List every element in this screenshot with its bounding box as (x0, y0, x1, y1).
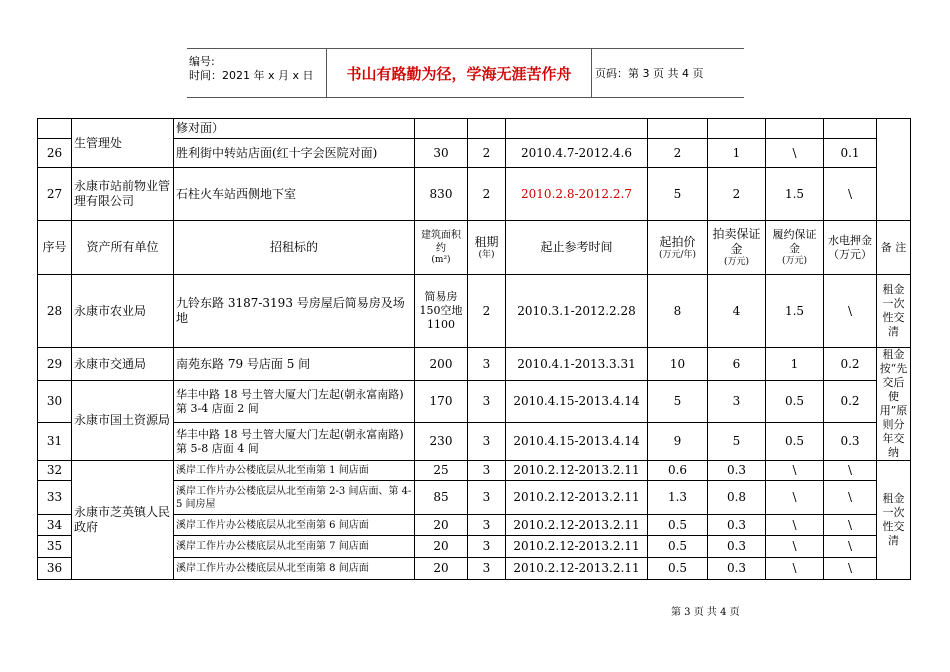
remark-cell: 租金一次性交清 (877, 275, 911, 348)
owner-cell: 永康市站前物业管理有限公司 (72, 168, 174, 221)
col-deposit-unit: (万元) (723, 257, 750, 267)
perf-cell: 1.5 (766, 275, 824, 348)
table-row (38, 275, 911, 348)
owner-cell: 永康市芝英镇人民政府 (72, 461, 174, 580)
seq-cell: 31 (38, 423, 72, 461)
seq-cell: 29 (38, 348, 72, 381)
target-cell: 溪岸工作片办公楼底层从北至南第 2-3 间店面、第 4-5 间房屋 (174, 481, 415, 515)
table-row (38, 381, 911, 423)
col-period-header: 起止参考时间 (506, 221, 648, 275)
start-price-cell: 9 (648, 423, 708, 461)
table-row (38, 461, 911, 481)
owner-cell: 永康市国土资源局 (72, 381, 174, 461)
perf-cell: 0.5 (766, 423, 824, 461)
deposit-cell: 2 (708, 168, 766, 221)
area-cell: 85 (415, 481, 468, 515)
period-cell: 2010.4.1-2013.3.31 (506, 348, 648, 381)
perf-cell: \ (766, 536, 824, 558)
term-cell: 3 (468, 558, 506, 580)
start-price-cell: 5 (648, 168, 708, 221)
owner-cell: 生管理处 (72, 119, 174, 168)
deposit-cell (708, 119, 766, 139)
col-deposit-header (708, 221, 766, 275)
area-cell: 830 (415, 168, 468, 221)
remark-cell (877, 119, 911, 221)
col-area-unit: (m²) (431, 255, 451, 265)
col-perf-label: 履约保证金 (772, 228, 817, 255)
target-cell: 华丰中路 18 号土管大厦大门左起(朝永富南路)第 5-8 店面 4 间 (174, 423, 415, 461)
period-cell: 2010.2.12-2013.2.11 (506, 558, 648, 580)
utility-cell: 0.3 (824, 423, 877, 461)
area-cell: 20 (415, 536, 468, 558)
col-area-label: 建筑面积约 (421, 230, 461, 254)
area-cell: 200 (415, 348, 468, 381)
utility-cell: \ (824, 168, 877, 221)
col-perf-unit: (万元) (781, 256, 808, 266)
period-cell: 2010.4.15-2013.4.14 (506, 423, 648, 461)
period-cell: 2010.2.12-2013.2.11 (506, 461, 648, 481)
period-cell: 2010.4.15-2013.4.14 (506, 381, 648, 423)
col-start-price-unit: (万元/年) (658, 249, 697, 260)
perf-cell: \ (766, 481, 824, 515)
header-page-label: 页码：第 3 页 共 4 页 (595, 67, 704, 80)
col-remark-header: 备 注 (877, 221, 911, 275)
doc-time-label: 时间：2021 年 x 月 x 日 (189, 69, 314, 82)
period-cell: 2010.4.7-2012.4.6 (506, 139, 648, 168)
target-cell: 溪岸工作片办公楼底层从北至南第 7 间店面 (174, 536, 415, 558)
seq-cell: 28 (38, 275, 72, 348)
perf-cell: \ (766, 558, 824, 580)
seq-cell: 26 (38, 139, 72, 168)
table-row (38, 119, 911, 139)
term-cell: 3 (468, 481, 506, 515)
col-start-price-label: 起拍价 (659, 234, 696, 249)
deposit-cell: 0.3 (708, 461, 766, 481)
utility-cell: \ (824, 461, 877, 481)
period-cell: 2010.3.1-2012.2.28 (506, 275, 648, 348)
table-row (38, 348, 911, 381)
rental-table (37, 118, 911, 580)
perf-cell: \ (766, 139, 824, 168)
term-cell: 3 (468, 536, 506, 558)
utility-cell: \ (824, 558, 877, 580)
seq-cell (38, 119, 72, 139)
term-cell: 3 (468, 423, 506, 461)
start-price-cell: 0.6 (648, 461, 708, 481)
table-row (38, 168, 911, 221)
start-price-cell: 2 (648, 139, 708, 168)
deposit-cell: 5 (708, 423, 766, 461)
period-cell (506, 119, 648, 139)
utility-cell: \ (824, 515, 877, 536)
deposit-cell: 0.3 (708, 515, 766, 536)
start-price-cell: 0.5 (648, 515, 708, 536)
deposit-cell: 1 (708, 139, 766, 168)
area-cell: 20 (415, 558, 468, 580)
perf-cell (766, 119, 824, 139)
area-cell: 25 (415, 461, 468, 481)
deposit-cell: 6 (708, 348, 766, 381)
seq-cell: 30 (38, 381, 72, 423)
header-motto: 书山有路勤为径，学海无涯苦作舟 (327, 49, 592, 97)
seq-cell: 36 (38, 558, 72, 580)
seq-cell: 32 (38, 461, 72, 481)
perf-cell: 1.5 (766, 168, 824, 221)
period-cell: 2010.2.12-2013.2.11 (506, 481, 648, 515)
doc-number-label: 编号: (189, 55, 215, 68)
col-perf-header (766, 221, 824, 275)
seq-cell: 35 (38, 536, 72, 558)
col-utility-header: 水电押金（万元） (824, 221, 877, 275)
area-cell: 170 (415, 381, 468, 423)
target-cell: 溪岸工作片办公楼底层从北至南第 1 间店面 (174, 461, 415, 481)
term-cell: 3 (468, 515, 506, 536)
deposit-cell: 3 (708, 381, 766, 423)
start-price-cell (648, 119, 708, 139)
col-area-header (415, 221, 468, 275)
term-cell: 3 (468, 381, 506, 423)
term-cell: 2 (468, 275, 506, 348)
seq-cell: 27 (38, 168, 72, 221)
area-cell: 30 (415, 139, 468, 168)
deposit-cell: 0.8 (708, 481, 766, 515)
area-cell: 20 (415, 515, 468, 536)
target-cell: 石柱火车站西侧地下室 (174, 168, 415, 221)
start-price-cell: 10 (648, 348, 708, 381)
perf-cell: 1 (766, 348, 824, 381)
utility-cell: 0.2 (824, 348, 877, 381)
perf-cell: 0.5 (766, 381, 824, 423)
utility-cell: \ (824, 275, 877, 348)
header-meta (187, 49, 327, 97)
target-cell: 溪岸工作片办公楼底层从北至南第 8 间店面 (174, 558, 415, 580)
col-deposit-label: 拍卖保证金 (712, 227, 761, 256)
start-price-cell: 5 (648, 381, 708, 423)
deposit-cell: 4 (708, 275, 766, 348)
period-cell: 2010.2.8-2012.2.7 (506, 168, 648, 221)
term-cell: 2 (468, 168, 506, 221)
target-cell: 修对面） (174, 119, 415, 139)
remark-cell: 租金按“先交后使用”原则分年交纳 (877, 348, 911, 461)
area-cell: 230 (415, 423, 468, 461)
target-cell: 溪岸工作片办公楼底层从北至南第 6 间店面 (174, 515, 415, 536)
col-term-header (468, 221, 506, 275)
remark-cell: 租金一次性交清 (877, 461, 911, 580)
start-price-cell: 8 (648, 275, 708, 348)
target-cell: 华丰中路 18 号土管大厦大门左起(朝永富南路)第 3-4 店面 2 间 (174, 381, 415, 423)
start-price-cell: 0.5 (648, 536, 708, 558)
period-cell: 2010.2.12-2013.2.11 (506, 515, 648, 536)
seq-cell: 34 (38, 515, 72, 536)
term-cell: 3 (468, 348, 506, 381)
page-header (187, 48, 744, 98)
perf-cell: \ (766, 461, 824, 481)
target-cell: 胜利街中转站店面(红十字会医院对面) (174, 139, 415, 168)
area-cell: 简易房150空地1100 (415, 275, 468, 348)
term-cell (468, 119, 506, 139)
term-cell: 3 (468, 461, 506, 481)
owner-cell: 永康市交通局 (72, 348, 174, 381)
col-term-label: 租期 (474, 234, 499, 249)
col-seq-header: 序号 (38, 221, 72, 275)
term-cell: 2 (468, 139, 506, 168)
col-target-header: 招租标的 (174, 221, 415, 275)
perf-cell: \ (766, 515, 824, 536)
col-start-price-header (648, 221, 708, 275)
owner-cell: 永康市农业局 (72, 275, 174, 348)
area-cell (415, 119, 468, 139)
deposit-cell: 0.3 (708, 558, 766, 580)
start-price-cell: 0.5 (648, 558, 708, 580)
utility-cell: 0.1 (824, 139, 877, 168)
page-footer: 第 3 页 共 4 页 (671, 607, 740, 618)
utility-cell: 0.2 (824, 381, 877, 423)
utility-cell (824, 119, 877, 139)
period-cell: 2010.2.12-2013.2.11 (506, 536, 648, 558)
header-row (38, 221, 911, 275)
col-term-unit: (年) (478, 249, 495, 260)
target-cell: 九铃东路 3187-3193 号房屋后简易房及场地 (174, 275, 415, 348)
utility-cell: \ (824, 481, 877, 515)
col-owner-header: 资产所有单位 (72, 221, 174, 275)
deposit-cell: 0.3 (708, 536, 766, 558)
start-price-cell: 1.3 (648, 481, 708, 515)
target-cell: 南苑东路 79 号店面 5 间 (174, 348, 415, 381)
seq-cell: 33 (38, 481, 72, 515)
utility-cell: \ (824, 536, 877, 558)
